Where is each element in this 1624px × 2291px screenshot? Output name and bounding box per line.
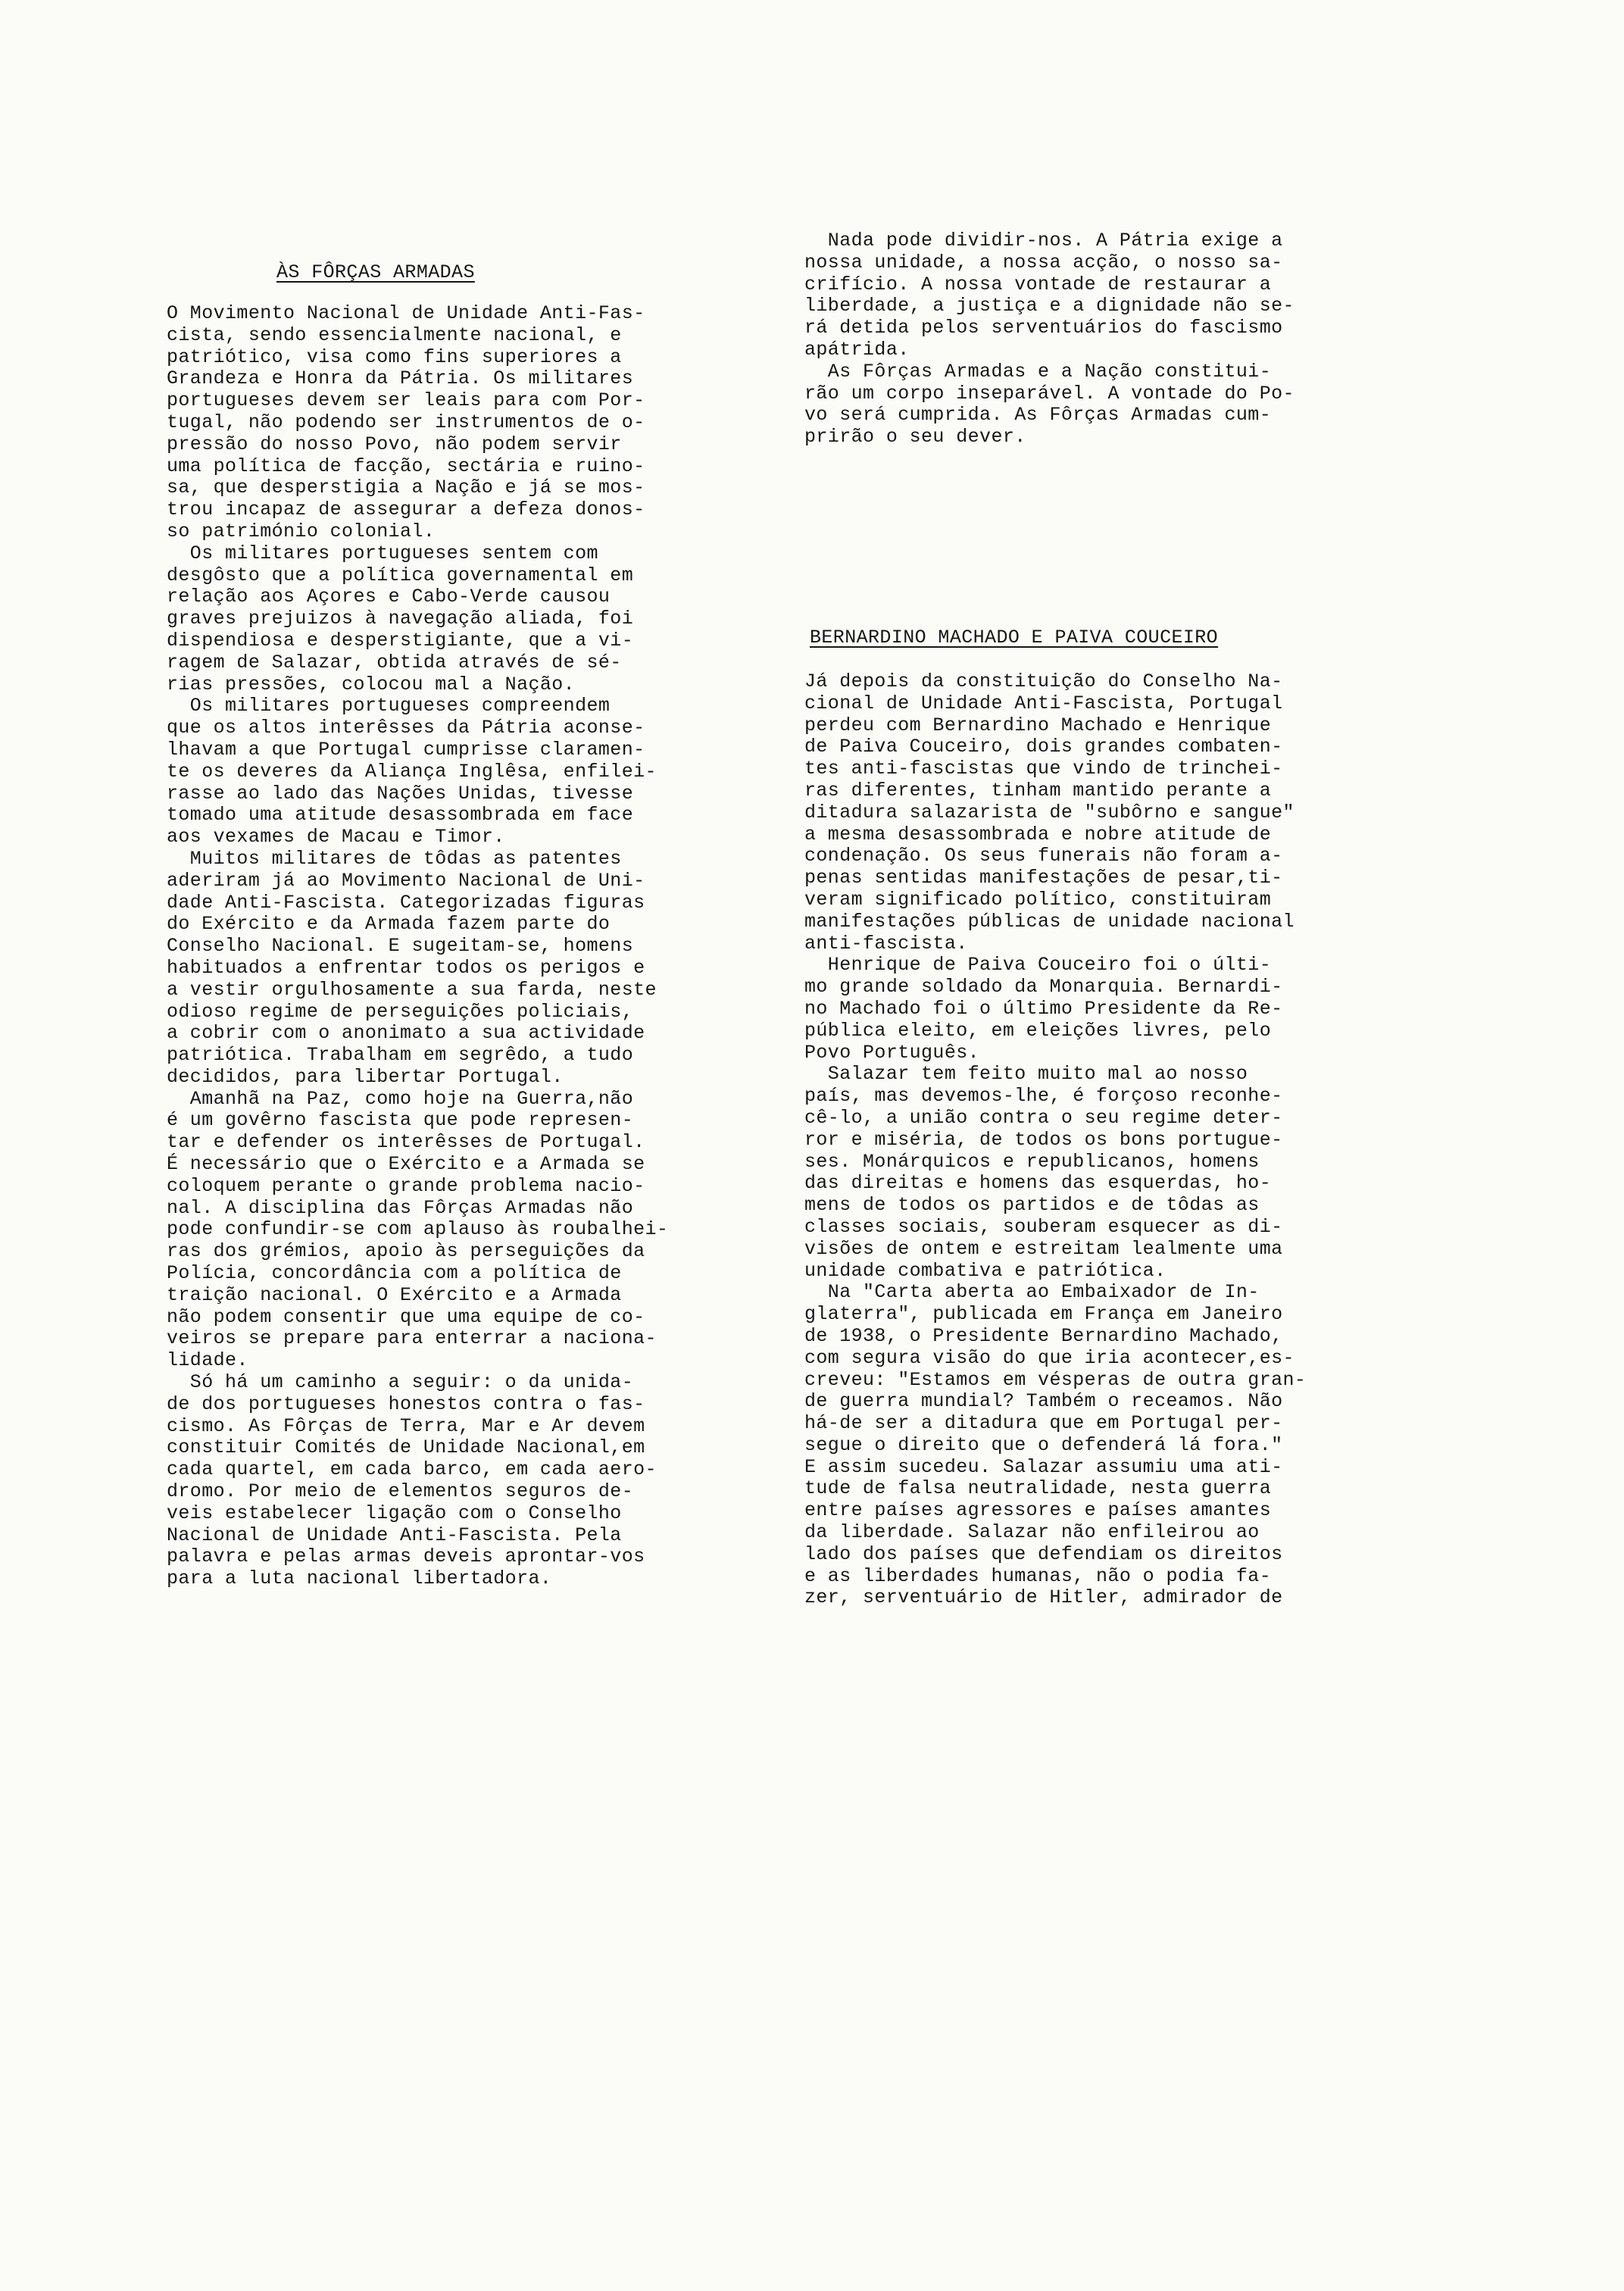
- forcas-armadas-line: pode confundir-se com aplauso às roubalhei-: [167, 1218, 669, 1241]
- forcas-armadas-line: constituir Comités de Unidade Nacional,em: [167, 1436, 645, 1459]
- bernardino-machado-line: Salazar tem feito muito mal ao nosso: [804, 1063, 1248, 1086]
- forcas-armadas-line: pressão do nosso Povo, não podem servir: [167, 433, 622, 455]
- article-title-bernardino-machado: BERNARDINO MACHADO E PAIVA COUCEIRO: [810, 627, 1219, 649]
- forcas-armadas-line: a vestir orgulhosamente a sua farda, neste: [167, 978, 657, 1001]
- bernardino-machado-line: condenação. Os seus funerais não foram a-: [804, 845, 1283, 867]
- bernardino-machado-line: segue o direito que o defenderá lá fora.": [804, 1433, 1283, 1456]
- bernardino-machado-line: tes anti-fascistas que vindo de trinchei-: [804, 758, 1283, 780]
- forcas-armadas-line: Amanhã na Paz, como hoje na Guerra,não: [167, 1087, 634, 1110]
- forcas-armadas-line: patriótico, visa como fins superiores a: [167, 345, 622, 368]
- bernardino-machado-line: Povo Português.: [804, 1041, 980, 1064]
- bernardino-machado-line: tude de falsa neutralidade, nesta guerra: [804, 1477, 1272, 1500]
- forcas-armadas-line: que os altos interêsses da Pátria aconse-: [167, 717, 645, 739]
- article-title-forcas-armadas: ÀS FÔRÇAS ARMADAS: [276, 261, 475, 283]
- forcas-armadas-line: dade Anti-Fascista. Categorizadas figuras: [167, 891, 645, 914]
- bernardino-machado-line: ras diferentes, tinham mantido perante a: [804, 779, 1272, 802]
- bernardino-machado-line: penas sentidas manifestações de pesar,ti-: [804, 867, 1283, 889]
- forcas-armadas-continuation-line: rão um corpo inseparável. A vontade do Po-: [804, 382, 1295, 405]
- bernardino-machado-line: E assim sucedeu. Salazar assumiu uma ati-: [804, 1455, 1283, 1478]
- forcas-armadas-line: relação aos Açores e Cabo-Verde causou: [167, 586, 611, 608]
- forcas-armadas-line: palavra e pelas armas deveis aprontar-vos: [167, 1546, 645, 1568]
- forcas-armadas-line: sa, que desperstigia a Nação e já se mos-: [167, 477, 645, 499]
- forcas-armadas-line: cada quartel, em cada barco, em cada aero-: [167, 1458, 657, 1481]
- forcas-armadas-line: Muitos militares de tôdas as patentes: [167, 847, 622, 870]
- forcas-armadas-line: aderiram já ao Movimento Nacional de Uni-: [167, 869, 645, 892]
- bernardino-machado-line: a mesma desassombrada e nobre atitude de: [804, 823, 1272, 845]
- forcas-armadas-continuation-line: nossa unidade, a nossa acção, o nosso sa-: [804, 251, 1283, 273]
- forcas-armadas-line: Os militares portugueses sentem com: [167, 542, 598, 564]
- forcas-armadas-line: O Movimento Nacional de Unidade Anti-Fas-: [167, 302, 645, 324]
- forcas-armadas-line: de dos portugueses honestos contra o fas-: [167, 1392, 645, 1415]
- bernardino-machado-line: unidade combativa e patriótica.: [804, 1259, 1166, 1282]
- bernardino-machado-line: cional de Unidade Anti-Fascista, Portugal: [804, 692, 1283, 714]
- bernardino-machado-line: classes sociais, souberam esquecer as di-: [804, 1215, 1283, 1238]
- bernardino-machado-line: e as liberdades humanas, não o podia fa-: [804, 1564, 1272, 1587]
- bernardino-machado-line: país, mas devemos-lhe, é forçoso reconhe-: [804, 1085, 1283, 1108]
- bernardino-machado-line: no Machado foi o último Presidente da Re-: [804, 997, 1283, 1020]
- forcas-armadas-continuation-line: vo será cumprida. As Fôrças Armadas cum-: [804, 404, 1272, 427]
- bernardino-machado-line: zer, serventuário de Hitler, admirador de: [804, 1586, 1283, 1609]
- bernardino-machado-line: de 1938, o Presidente Bernardino Machado,: [804, 1324, 1283, 1347]
- forcas-armadas-line: coloquem perante o grande problema nacio-: [167, 1174, 645, 1197]
- forcas-armadas-line: cista, sendo essencialmente nacional, e: [167, 323, 622, 346]
- forcas-armadas-line: dispendiosa e desperstigiante, que a vi-: [167, 629, 634, 652]
- forcas-armadas-line: veiros se prepare para enterrar a naciona-: [167, 1327, 657, 1350]
- forcas-armadas-line: tomado uma atitude desassombrada em face: [167, 804, 634, 827]
- forcas-armadas-line: rasse ao lado das Nações Unidas, tivesse: [167, 782, 634, 805]
- bernardino-machado-line: manifestações públicas de unidade nacional: [804, 910, 1295, 933]
- bernardino-machado-line: há-de ser a ditadura que em Portugal per-: [804, 1412, 1283, 1435]
- bernardino-machado-line: Já depois da constituição do Conselho Na-: [804, 670, 1283, 692]
- forcas-armadas-line: uma política de facção, sectária e ruino-: [167, 455, 645, 477]
- bernardino-machado-line: Henrique de Paiva Couceiro foi o últi-: [804, 954, 1272, 977]
- bernardino-machado-line: ditadura salazarista de "subôrno e sangue": [804, 801, 1295, 824]
- bernardino-machado-line: creveu: "Estamos em vésperas de outra gran-: [804, 1368, 1307, 1391]
- forcas-armadas-line: ragem de Salazar, obtida através de sé-: [167, 651, 622, 674]
- forcas-armadas-line: so património colonial.: [167, 520, 436, 542]
- forcas-armadas-line: rias pressões, colocou mal a Nação.: [167, 673, 576, 695]
- forcas-armadas-line: Os militares portugueses compreendem: [167, 695, 611, 717]
- article-body-forcas-armadas: [167, 303, 773, 1590]
- forcas-armadas-line: não podem consentir que uma equipe de co-: [167, 1305, 645, 1328]
- forcas-armadas-line: tar e defender os interêsses de Portugal.: [167, 1131, 645, 1154]
- forcas-armadas-line: dromo. Por meio de elementos seguros de-: [167, 1480, 634, 1503]
- bernardino-machado-line: pública eleito, em eleições livres, pelo: [804, 1019, 1272, 1042]
- bernardino-machado-line: perdeu com Bernardino Machado e Henrique: [804, 714, 1272, 736]
- bernardino-machado-line: mens de todos os partidos e de tôdas as: [804, 1194, 1260, 1217]
- forcas-armadas-continuation-line: Nada pode dividir-nos. A Pátria exige a: [804, 230, 1283, 252]
- forcas-armadas-line: traição nacional. O Exército e a Armada: [167, 1283, 622, 1306]
- forcas-armadas-line: aos vexames de Macau e Timor.: [167, 826, 505, 849]
- forcas-armadas-line: portugueses devem ser leais para com Por-: [167, 389, 645, 412]
- bernardino-machado-line: ror e miséria, de todos os bons portugue-: [804, 1128, 1283, 1151]
- bernardino-machado-line: com segura visão do que iria acontecer,es-: [804, 1346, 1295, 1369]
- forcas-armadas-line: Polícia, concordância com a política de: [167, 1262, 622, 1285]
- bernardino-machado-line: glaterra", publicada em França em Janeiro: [804, 1303, 1283, 1326]
- forcas-armadas-line: lhavam a que Portugal cumprisse claramen-: [167, 738, 645, 761]
- forcas-armadas-line: para a luta nacional libertadora.: [167, 1567, 552, 1590]
- forcas-armadas-continuation-line: apátrida.: [804, 338, 910, 361]
- bernardino-machado-line: visões de ontem e estreitam lealmente uma: [804, 1237, 1283, 1260]
- forcas-armadas-continuation-line: crifício. A nossa vontade de restaurar a: [804, 273, 1272, 295]
- forcas-armadas-line: graves prejuizos à navegação aliada, foi: [167, 608, 634, 630]
- bernardino-machado-line: entre países agressores e países amantes: [804, 1499, 1272, 1522]
- forcas-armadas-line: Nacional de Unidade Anti-Fascista. Pela: [167, 1524, 622, 1546]
- forcas-armadas-line: trou incapaz de assegurar a defeza donos-: [167, 499, 645, 521]
- article-body-bernardino-machado: [804, 671, 1426, 1609]
- bernardino-machado-line: veram significado político, constituiram: [804, 888, 1272, 911]
- forcas-armadas-line: cismo. As Fôrças de Terra, Mar e Ar devem: [167, 1414, 645, 1437]
- bernardino-machado-line: da liberdade. Salazar não enfileirou ao: [804, 1521, 1260, 1544]
- forcas-armadas-continuation-line: liberdade, a justiça e a dignidade não se-: [804, 295, 1295, 317]
- forcas-armadas-line: veis estabelecer ligação com o Conselho: [167, 1502, 622, 1524]
- bernardino-machado-line: das direitas e homens das esquerdas, ho-: [804, 1172, 1272, 1195]
- forcas-armadas-line: odioso regime de perseguições policiais,: [167, 1000, 634, 1023]
- article-continuation-forcas-armadas: [804, 230, 1410, 449]
- forcas-armadas-line: te os deveres da Aliança Inglêsa, enfilei-: [167, 760, 657, 783]
- forcas-armadas-line: Só há um caminho a seguir: o da unida-: [167, 1371, 634, 1394]
- forcas-armadas-continuation-line: rá detida pelos serventuários do fascismo: [804, 317, 1283, 339]
- forcas-armadas-line: É necessário que o Exército e a Armada se: [167, 1153, 645, 1176]
- bernardino-machado-line: de Paiva Couceiro, dois grandes combaten-: [804, 736, 1283, 758]
- forcas-armadas-line: do Exército e da Armada fazem parte do: [167, 913, 611, 936]
- forcas-armadas-line: habituados a enfrentar todos os perigos e: [167, 956, 645, 979]
- forcas-armadas-line: Grandeza e Honra da Pátria. Os militares: [167, 367, 634, 390]
- forcas-armadas-line: patriótica. Trabalham em segrêdo, a tudo: [167, 1044, 634, 1067]
- forcas-armadas-line: é um govêrno fascista que pode represen-: [167, 1109, 634, 1132]
- bernardino-machado-line: lado dos países que defendiam os direitos: [804, 1542, 1283, 1565]
- bernardino-machado-line: anti-fascista.: [804, 932, 968, 955]
- forcas-armadas-line: Conselho Nacional. E sugeitam-se, homens: [167, 935, 634, 958]
- forcas-armadas-line: nal. A disciplina das Fôrças Armadas não: [167, 1196, 634, 1219]
- bernardino-machado-line: de guerra mundial? Também o receamos. Não: [804, 1390, 1283, 1413]
- forcas-armadas-line: a cobrir com o anonimato a sua actividade: [167, 1022, 645, 1045]
- forcas-armadas-continuation-line: As Fôrças Armadas e a Nação constitui-: [804, 360, 1272, 383]
- forcas-armadas-line: desgôsto que a política governamental em: [167, 564, 634, 586]
- bernardino-machado-line: Na "Carta aberta ao Embaixador de In-: [804, 1281, 1260, 1304]
- forcas-armadas-line: decididos, para libertar Portugal.: [167, 1065, 564, 1088]
- forcas-armadas-line: ras dos grémios, apoio às perseguições da: [167, 1240, 645, 1263]
- bernardino-machado-line: mo grande soldado da Monarquia. Bernardi-: [804, 976, 1283, 999]
- forcas-armadas-continuation-line: prirão o seu dever.: [804, 426, 1026, 449]
- forcas-armadas-line: lidade.: [167, 1349, 248, 1372]
- forcas-armadas-line: tugal, não podendo ser instrumentos de o-: [167, 411, 645, 433]
- bernardino-machado-line: cê-lo, a união contra o seu regime deter-: [804, 1106, 1283, 1129]
- bernardino-machado-line: ses. Monárquicos e republicanos, homens: [804, 1150, 1260, 1173]
